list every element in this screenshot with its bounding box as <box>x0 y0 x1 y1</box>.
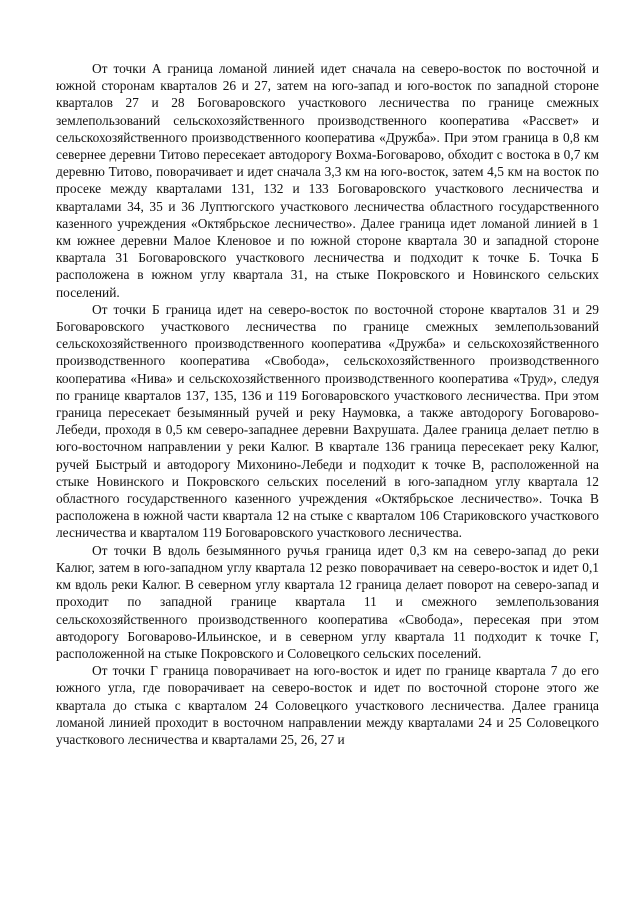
paragraph-point-g: От точки Г граница поворачивает на юго-восток и идет по границе квартала 7 до его южного угла, где поворачивает на северо-восток и идет по восточной стороне этого же квартала до стыка с кварталом 24 Соловецкого участкового лесничества. Далее граница ломаной линией проходит в восточном направлении между кварталами 24 и 25 Соловецкого участкового лесничества и кварталами 25, 26, 27 и <box>56 663 599 747</box>
document-page <box>56 60 599 748</box>
paragraph-point-v: От точки В вдоль безымянного ручья граница идет 0,3 км на северо-запад до реки Калюг, затем в юго-западном углу квартала 12 резко поворачивает на северо-восток и идет 0,1 км вдоль реки Калюг. В северном углу квартала 12 граница делает поворот на северо-запад и проходит по западной границе квартала 11 и смежного землепользования сельскохозяйственного производственного кооператива «Свобода», пересекая при этом автодорогу Боговарово-Ильинское, и в северном углу квартала 11 подходит к точке Г, расположенной на стыке Покровского и Соловецкого сельских поселений. <box>56 542 599 661</box>
paragraph-point-a: От точки А граница ломаной линией идет сначала на северо-восток по восточной и южной сторонам кварталов 26 и 27, затем на юго-запад и юго-восток по западной стороне кварталов 27 и 28 Боговаровского участкового лесничества по границе смежных землепользований сельскохозяйственного производственного кооператива «Рассвет» и сельскохозяйственного производственного кооператива «Дружба». При этом граница в 0,8 км севернее деревни Титово пересекает автодорогу Вохма-Боговарово, обходит с востока в 0,7 км деревню Титово, поворачивает и идет сначала 3,3 км на юго-восток, затем 4,5 км на восток по просеке между кварталами 131, 132 и 133 Боговаровского участкового лесничества и кварталами 34, 35 и 36 Луптюгского участкового лесничества областного государственного казенного учреждения «Октябрьское лесничество». Далее граница идет ломаной линией в 1 км южнее деревни Малое Кленовое и по южной стороне квартала 30 и западной стороне квартала 31 Боговаровского участкового лесничества и подходит к точке Б. Точка Б расположена в южном углу квартала 31, на стыке Покровского и Новинского сельских поселений. <box>56 61 599 300</box>
paragraph-point-b: От точки Б граница идет на северо-восток по восточной стороне кварталов 31 и 29 Боговаровского участкового лесничества по границе смежных землепользований сельскохозяйственного производственного кооператива «Дружба» и сельскохозяйственного производственного кооператива «Свобода», сельскохозяйственного производственного кооператива «Нива» и сельскохозяйственного производственного кооператива «Труд», следуя по границе кварталов 137, 135, 136 и 119 Боговаровского участкового лесничества. При этом граница пересекает безымянный ручей и реку Наумовка, а также автодорогу Боговарово-Лебеди, проходя в 0,5 км северо-западнее деревни Вахрушата. Далее граница делает петлю в юго-восточном направлении у реки Калюг. В квартале 136 граница пересекает реку Калюг, ручей Быстрый и автодорогу Михонино-Лебеди и подходит к точке В, расположенной на стыке Новинского и Покровского сельских поселений в юго-западном углу квартала 12 областного государственного казенного учреждения «Октябрьское лесничество». Точка В расположена в южной части квартала 12 на стыке с кварталом 106 Стариковского участкового лесничества и кварталом 119 Боговаровского участкового лесничества. <box>56 301 599 541</box>
